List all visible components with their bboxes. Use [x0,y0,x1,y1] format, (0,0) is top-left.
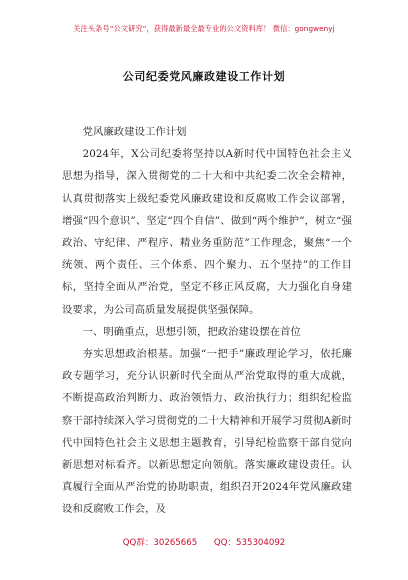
header-promo-note: 关注头条号“公文研究”，获得最新最全最专业的公文资料库！ 微信：gongwenyj [73,24,335,33]
document-title: 公司纪委党风廉政建设工作计划 [122,70,286,83]
section-heading-1: 一、明确重点，思想引领，把政治建设摆在首位 [82,325,301,338]
body-paragraph-intro: 2024年，X公司纪委将坚持以A新时代中国特色社会主义思想为指导，深入贯彻党的二十大和中共纪委二次全会精神，认真贯彻落实上级纪委党风廉政建设和反腐败工作会议部署，增强“四个意识”、坚定“四个自信”、做到“两个维护”，树立“强政治、守纪律、严程序、精业务重防范”工作理念，聚焦“一个统领、两个责任、三个体系、四个聚力、五个坚持”的工作目标，坚持全面从严治党，坚定不移正风反腐，大力强化自身建设要求，为公司高质量发展提供坚强保障。 [62,148,352,316]
footer-qq-number: QQ：535304092 [213,538,286,548]
document-body [62,121,352,521]
footer-contact [0,536,408,548]
body-paragraph-subtitle: 党风廉政建设工作计划 [82,126,187,138]
footer-qq-group: QQ群：30265665 [122,538,198,548]
body-paragraph-section-1: 夯实思想政治根基。加强“一把手”廉政理论学习，依托廉政专题学习，充分认识新时代全面从严治党取得的重大成就，不断提高政治判断力、政治领悟力、政治执行力；组织纪检监察干部持续深入学习贯彻党的二十大精神和开展学习贯彻A新时代中国特色社会主义思想主题教育，引导纪检监察干部自觉向新思想对标看齐。以新思想定向领航。落实廉政建设责任。认真履行全面从严治党的协助职责，组织召开2024年党风廉政建设和反腐败工作会，及 [62,348,352,516]
